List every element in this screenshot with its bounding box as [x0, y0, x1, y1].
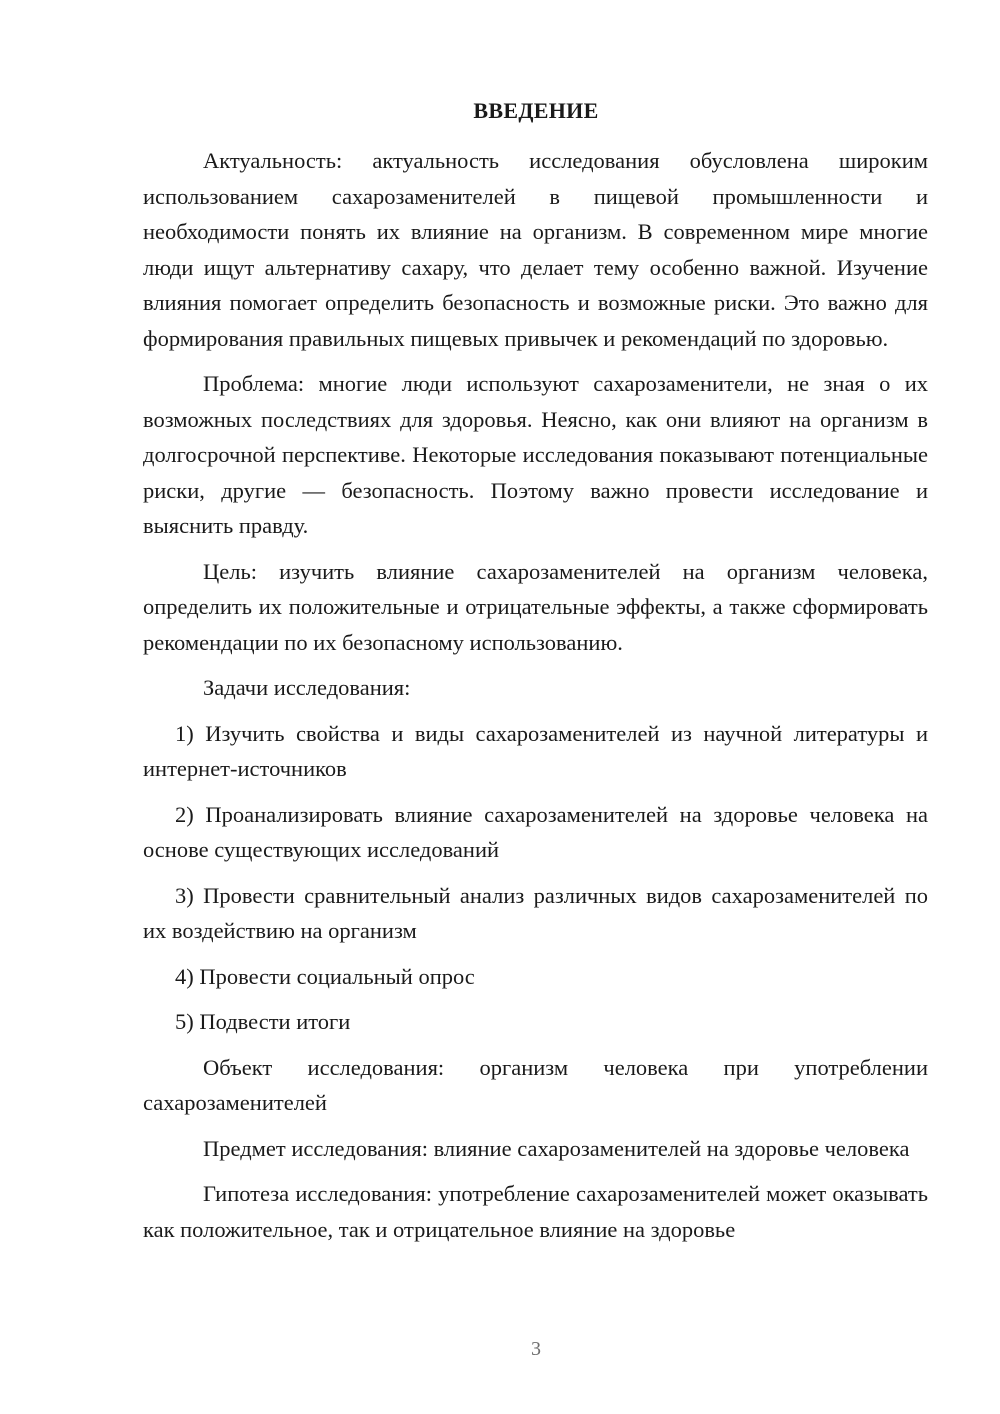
task-item: 4) Провести социальный опрос: [175, 963, 475, 989]
task-item: 3) Провести сравнительный анализ различных видов сахарозаменителей по их воздействию на организм: [143, 882, 928, 943]
tasks-heading: Задачи исследования:: [203, 675, 411, 700]
task-item: 2) Проанализировать влияние сахарозаменителей на здоровье человека на основе существующих исследований: [143, 801, 928, 862]
object-paragraph: Объект исследования: организм человека при употреблении сахарозаменителей: [143, 1054, 928, 1115]
hypothesis-paragraph: Гипотеза исследования: употребление сахарозаменителей может оказывать как положительное, так и отрицательное влияние на здоровье: [143, 1181, 928, 1242]
task-item: 1) Изучить свойства и виды сахарозаменителей из научной литературы и интернет-источников: [143, 720, 928, 781]
subject-paragraph: Предмет исследования: влияние сахарозаменителей на здоровье человека: [203, 1135, 910, 1161]
document-body: [143, 143, 928, 1257]
page-number: 3: [531, 1338, 541, 1360]
goal-paragraph: Цель: изучить влияние сахарозаменителей на организм человека, определить их положительные и отрицательные эффекты, а также сформировать рекомендации по их безопасному использованию.: [143, 558, 928, 655]
relevance-paragraph: Актуальность: актуальность исследования обусловлена широким использованием сахарозаменителей в пищевой промышленности и необходимости понять их влияние на организм. В современном мире многие люди ищут альтернативу сахару, что делает тему особенно важной. Изучение влияния помогает определить безопасность и возможные риски. Это важно для формирования правильных пищевых привычек и рекомендаций по здоровью.: [143, 148, 928, 351]
problem-paragraph: Проблема: многие люди используют сахарозаменители, не зная о их возможных последствиях для здоровья. Неясно, как они влияют на организм в долгосрочной перспективе. Некоторые исследования показывают потенциальные риски, другие — безопасность. Поэтому важно провести исследование и выяснить правду.: [143, 371, 928, 538]
task-item: 5) Подвести итоги: [175, 1009, 351, 1034]
page-title: ВВЕДЕНИЕ: [473, 98, 599, 123]
